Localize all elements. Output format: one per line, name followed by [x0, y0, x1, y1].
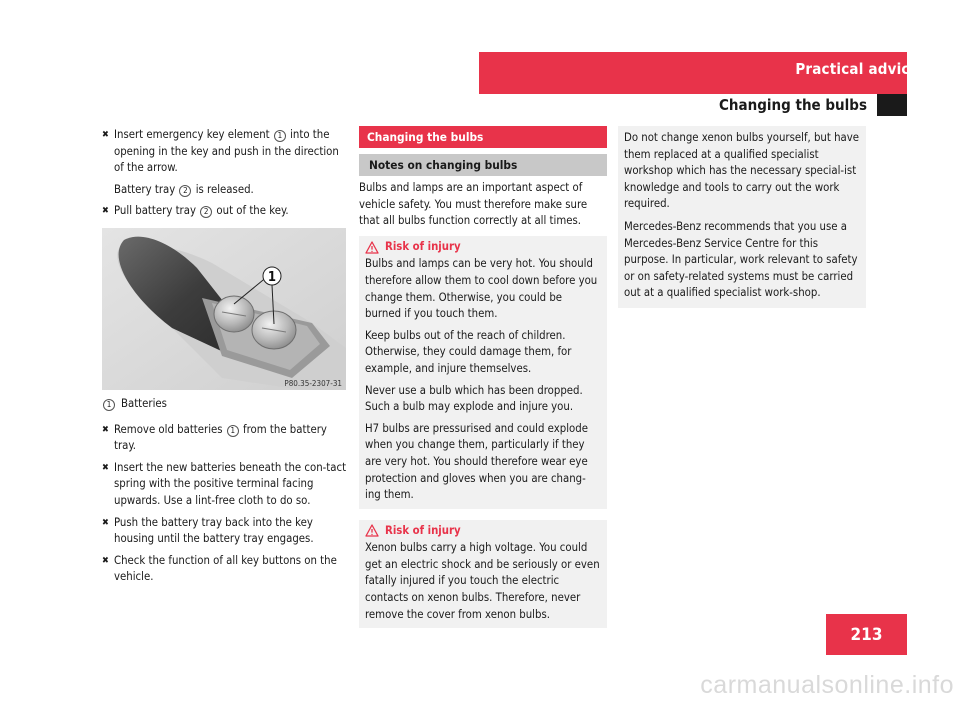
arrow-bullet-icon: ✖: [102, 462, 109, 473]
thumb-tab: [877, 94, 907, 116]
step-remove-batteries: ✖ Remove old batteries 1 from the battery tray.: [102, 422, 327, 453]
photo-code: P80.35-2307-31: [284, 378, 342, 388]
step-insert-batteries: ✖ Insert the new batteries beneath the con-tact spring with the positive terminal facing upwards. Use a lint-free cloth to do so.: [102, 460, 347, 507]
column-xenon-note: [618, 126, 866, 308]
step-result: Battery tray 2 is released.: [114, 182, 254, 196]
warning-text: Xenon bulbs carry a high voltage. You could get an electric shock and be seriously or even fatally injured if you touch the electric contacts on xenon bulbs. Therefore, never remove the cover from xenon bulbs.: [365, 541, 600, 621]
page-title: Changing the bulbs: [719, 96, 867, 114]
warning-text: H7 bulbs are pressurised and could explode when you change them, particularly if they are very hot. You should therefore wear eye protection and gloves when you are chang-ing them.: [365, 421, 588, 502]
arrow-bullet-icon: ✖: [102, 130, 109, 140]
arrow-bullet-icon: ✖: [102, 206, 109, 217]
photo-callout: 1: [267, 269, 277, 285]
note-box: [618, 126, 866, 308]
step-check-buttons: ✖ Check the function of all key buttons on the vehicle.: [102, 553, 337, 584]
step-pull-tray: ✖ Pull battery tray 2 out of the key.: [102, 203, 348, 220]
callout-number: 2: [179, 185, 191, 197]
watermark: carmanualsonline.info: [700, 671, 954, 699]
warning-text: Never use a bulb which has been dropped. Such a bulb may explode and injure you.: [365, 383, 583, 414]
warning-text: Bulbs and lamps can be very hot. You should therefore allow them to cool down before you change them. Otherwise, you could be burned if you touch them.: [365, 257, 598, 321]
warning-text: Keep bulbs out of the reach of children. Otherwise, they could damage them, for example, and injure themselves.: [365, 328, 572, 375]
intro-paragraph: Bulbs and lamps are an important aspect of vehicle safety. You must therefore make sure that all bulbs function correctly at all times.: [359, 181, 588, 228]
warning-box: [359, 520, 607, 629]
callout-number: 1: [227, 425, 239, 437]
warning-triangle-icon: [365, 524, 379, 537]
section-title: Practical advice: [795, 60, 919, 78]
warning-triangle-icon: [365, 241, 379, 254]
subsection-heading: Notes on changing bulbs: [359, 154, 607, 176]
warning-box: [359, 236, 607, 509]
arrow-bullet-icon: ✖: [102, 517, 109, 528]
key-battery-photo: [102, 228, 346, 390]
page-number: 213: [826, 614, 907, 655]
column-instructions: [102, 127, 348, 591]
arrow-bullet-icon: ✖: [102, 555, 109, 566]
callout-number: 1: [103, 399, 115, 411]
note-text: Do not change xenon bulbs yourself, but have them replaced at a qualified specialist workshop which has the necessary special-ist knowledge and tools to carry out the work required.: [624, 131, 860, 211]
warning-heading: Risk of injury: [365, 239, 601, 256]
warning-heading: Risk of injury: [365, 523, 601, 540]
section-heading: Changing the bulbs: [359, 126, 607, 148]
step-push-tray: ✖ Push the battery tray back into the key housing until the battery tray engages.: [102, 515, 314, 546]
arrow-bullet-icon: ✖: [102, 424, 109, 435]
note-text: Mercedes-Benz recommends that you use a Mercedes-Benz Service Centre for this purpose. In particular, work relevant to safety or on safety-related systems must be carried out at a qualified specialist work-shop.: [624, 219, 858, 300]
step-insert-key: ✖ Insert emergency key element 1 into the opening in the key and push in the direction of the arrow.: [102, 128, 339, 175]
photo-caption: 1 Batteries: [102, 396, 348, 413]
key-battery-illustration: [102, 228, 346, 390]
callout-number: 2: [200, 206, 212, 218]
column-bulb-notes: [359, 126, 607, 639]
callout-number: 1: [274, 130, 286, 142]
